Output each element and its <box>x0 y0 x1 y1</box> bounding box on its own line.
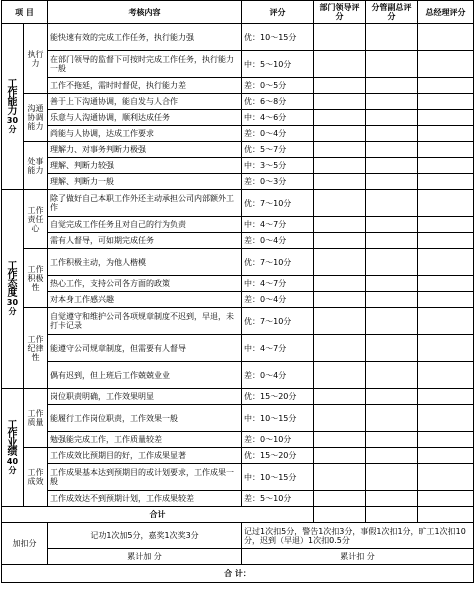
sub-handling: 处事能力 <box>24 142 48 190</box>
vice-score-cell[interactable] <box>366 51 418 78</box>
row-score: 差：0～10分 <box>242 432 314 448</box>
dept-score-cell[interactable] <box>314 491 366 507</box>
vice-score-cell[interactable] <box>366 464 418 491</box>
row-content: 工作成效比预期目的好，工作成果显著 <box>48 448 242 464</box>
dept-score-cell[interactable] <box>314 432 366 448</box>
subtotal-label: 合计 <box>2 507 314 523</box>
vice-score-cell[interactable] <box>366 94 418 110</box>
vice-score-cell[interactable] <box>366 142 418 158</box>
row-content: 需有人督导，可如期完成任务 <box>48 233 242 249</box>
row-score: 中：4～7分 <box>242 217 314 233</box>
total-label: 合 计： <box>2 565 474 583</box>
vice-score-cell[interactable] <box>366 335 418 362</box>
gm-score-cell[interactable] <box>418 292 474 308</box>
gm-score-cell[interactable] <box>418 432 474 448</box>
dept-score-cell[interactable] <box>314 405 366 432</box>
total-row <box>2 565 474 583</box>
row-content: 理解、判断力较强 <box>48 158 242 174</box>
penalty-rule: 记过1次扣5分，警告1次扣3分，事假1次扣1分，旷工1次扣10分，迟到（早退）1次扣0.5分 <box>242 523 474 549</box>
table-row <box>2 190 474 217</box>
gm-score-cell[interactable] <box>418 94 474 110</box>
row-content: 热心工作，支持公司各方面的政策 <box>48 276 242 292</box>
category-points: 30分 <box>6 298 19 316</box>
row-content: 能快速有效的完成工作任务，执行能力强 <box>48 24 242 51</box>
row-score: 差：5～10分 <box>242 491 314 507</box>
table-row <box>2 308 474 335</box>
sub-responsibility: 工作责任心 <box>24 190 48 249</box>
gm-score-cell[interactable] <box>418 491 474 507</box>
dept-score-cell[interactable] <box>314 276 366 292</box>
row-content: 偶有迟到，但上班后工作兢兢业业 <box>48 362 242 389</box>
gm-score-cell[interactable] <box>418 448 474 464</box>
table-row <box>2 491 474 507</box>
sub-quality: 工作质量 <box>24 389 48 448</box>
category-title: 工作业绩 <box>7 419 18 458</box>
gm-score-cell[interactable] <box>418 249 474 276</box>
table-row <box>2 389 474 405</box>
row-content: 工作不拖延，需时时督促，执行能力差 <box>48 78 242 94</box>
header-vice-gm: 分管副总评分 <box>366 1 418 24</box>
header-gm: 总经理评分 <box>418 1 474 24</box>
vice-score-cell[interactable] <box>366 233 418 249</box>
row-score: 优：5～7分 <box>242 142 314 158</box>
gm-score-cell[interactable] <box>418 110 474 126</box>
gm-score-cell[interactable] <box>418 405 474 432</box>
gm-score-cell[interactable] <box>418 142 474 158</box>
row-score: 优：7～10分 <box>242 308 314 335</box>
dept-score-cell[interactable] <box>314 142 366 158</box>
table-row <box>2 448 474 464</box>
gm-score-cell[interactable] <box>418 308 474 335</box>
row-score: 优：7～10分 <box>242 190 314 217</box>
gm-score-cell[interactable] <box>418 158 474 174</box>
vice-subtotal-cell[interactable] <box>366 507 418 523</box>
table-row <box>2 126 474 142</box>
bonus-label: 加扣分 <box>2 523 48 565</box>
gm-score-cell[interactable] <box>418 78 474 94</box>
vice-score-cell[interactable] <box>366 24 418 51</box>
table-row <box>2 432 474 448</box>
row-score: 优：10～15分 <box>242 24 314 51</box>
gm-score-cell[interactable] <box>418 24 474 51</box>
vice-score-cell[interactable] <box>366 78 418 94</box>
table-row <box>2 174 474 190</box>
row-score: 差：0～4分 <box>242 362 314 389</box>
sub-communication: 沟通协调能力 <box>24 94 48 142</box>
row-content: 工作成效达不到预期计划，工作成果较差 <box>48 491 242 507</box>
vice-score-cell[interactable] <box>366 448 418 464</box>
row-score: 优：6～8分 <box>242 94 314 110</box>
category-performance <box>2 389 24 507</box>
dept-score-cell[interactable] <box>314 249 366 276</box>
dept-subtotal-cell[interactable] <box>314 507 366 523</box>
gm-score-cell[interactable] <box>418 389 474 405</box>
row-content: 能履行工作岗位职责，工作效果一般 <box>48 405 242 432</box>
table-row <box>2 142 474 158</box>
vice-score-cell[interactable] <box>366 405 418 432</box>
row-content: 尚能与人协调，达成工作要求 <box>48 126 242 142</box>
row-content: 能遵守公司规章制度，但需要有人督导 <box>48 335 242 362</box>
table-row <box>2 249 474 276</box>
vice-score-cell[interactable] <box>366 432 418 448</box>
gm-score-cell[interactable] <box>418 51 474 78</box>
vice-score-cell[interactable] <box>366 217 418 233</box>
category-points: 30分 <box>6 115 19 134</box>
row-score: 差：0～3分 <box>242 174 314 190</box>
sub-initiative: 工作积极性 <box>24 249 48 308</box>
dept-score-cell[interactable] <box>314 24 366 51</box>
row-score: 差：0～4分 <box>242 126 314 142</box>
row-content: 理解、判断力一般 <box>48 174 242 190</box>
row-content: 乐意与人沟通协调，顺利达成任务 <box>48 110 242 126</box>
row-content: 在部门领导的监督下可按时完成工作任务，执行能力一般 <box>48 51 242 78</box>
row-content: 理解力、对事务判断力极强 <box>48 142 242 158</box>
category-ability <box>2 24 24 190</box>
row-content: 除了做好自己本职工作外还主动承担公司内部额外工作 <box>48 190 242 217</box>
dept-score-cell[interactable] <box>314 335 366 362</box>
row-score: 中：4～6分 <box>242 110 314 126</box>
sub-results: 工作成效 <box>24 448 48 507</box>
table-row <box>2 51 474 78</box>
dept-score-cell[interactable] <box>314 126 366 142</box>
row-score: 中：4～7分 <box>242 335 314 362</box>
vice-score-cell[interactable] <box>366 126 418 142</box>
table-row <box>2 94 474 110</box>
table-row <box>2 158 474 174</box>
category-attitude <box>2 190 24 389</box>
row-score: 中：4～7分 <box>242 276 314 292</box>
table-row <box>2 292 474 308</box>
vice-score-cell[interactable] <box>366 174 418 190</box>
gm-score-cell[interactable] <box>418 190 474 217</box>
row-score: 优：7～10分 <box>242 249 314 276</box>
dept-score-cell[interactable] <box>314 110 366 126</box>
accumulated-add[interactable]: 累计加 分 <box>48 549 242 565</box>
accumulate-row <box>2 549 474 565</box>
row-score: 差：0～5分 <box>242 78 314 94</box>
vice-score-cell[interactable] <box>366 292 418 308</box>
dept-score-cell[interactable] <box>314 190 366 217</box>
table-row <box>2 110 474 126</box>
dept-score-cell[interactable] <box>314 448 366 464</box>
subtotal-row <box>2 507 474 523</box>
table-row <box>2 217 474 233</box>
evaluation-table <box>1 0 474 583</box>
table-row <box>2 335 474 362</box>
dept-score-cell[interactable] <box>314 94 366 110</box>
row-content: 自觉遵守和维护公司各项规章制度不迟到，早退，未打卡记录 <box>48 308 242 335</box>
gm-score-cell[interactable] <box>418 233 474 249</box>
header-score: 评分 <box>242 1 314 24</box>
dept-score-cell[interactable] <box>314 389 366 405</box>
header-project: 项 目 <box>2 1 48 24</box>
reward-rule: 记功1次加5分，嘉奖1次奖3分 <box>48 523 242 549</box>
table-row <box>2 276 474 292</box>
table-row <box>2 405 474 432</box>
gm-score-cell[interactable] <box>418 335 474 362</box>
row-score: 中：5～10分 <box>242 51 314 78</box>
dept-score-cell[interactable] <box>314 51 366 78</box>
vice-score-cell[interactable] <box>366 190 418 217</box>
dept-score-cell[interactable] <box>314 464 366 491</box>
header-dept-leader: 部门领导评分 <box>314 1 366 24</box>
bonus-row <box>2 523 474 549</box>
category-title: 工作态度 <box>7 261 18 299</box>
dept-score-cell[interactable] <box>314 174 366 190</box>
dept-score-cell[interactable] <box>314 78 366 94</box>
row-score: 优：15～20分 <box>242 448 314 464</box>
category-title: 工作能力 <box>7 78 18 117</box>
category-points: 40分 <box>6 456 19 475</box>
vice-score-cell[interactable] <box>366 491 418 507</box>
vice-score-cell[interactable] <box>366 276 418 292</box>
gm-score-cell[interactable] <box>418 126 474 142</box>
table-row <box>2 464 474 491</box>
gm-score-cell[interactable] <box>418 217 474 233</box>
gm-score-cell[interactable] <box>418 276 474 292</box>
row-content: 工作积极主动，为他人楷模 <box>48 249 242 276</box>
table-row <box>2 233 474 249</box>
vice-score-cell[interactable] <box>366 389 418 405</box>
header-row <box>2 1 474 24</box>
vice-score-cell[interactable] <box>366 110 418 126</box>
dept-score-cell[interactable] <box>314 292 366 308</box>
row-content: 对本身工作感兴趣 <box>48 292 242 308</box>
row-score: 中：10～15分 <box>242 405 314 432</box>
table-row <box>2 24 474 51</box>
table-row <box>2 362 474 389</box>
row-content: 自觉完成工作任务且对自己的行为负责 <box>48 217 242 233</box>
table-row <box>2 78 474 94</box>
sub-discipline: 工作纪律性 <box>24 308 48 389</box>
dept-score-cell[interactable] <box>314 158 366 174</box>
gm-score-cell[interactable] <box>418 362 474 389</box>
gm-score-cell[interactable] <box>418 174 474 190</box>
row-score: 差：0～4分 <box>242 292 314 308</box>
header-content: 考核内容 <box>48 1 242 24</box>
row-content: 岗位职责明确，工作效果明显 <box>48 389 242 405</box>
row-score: 优：15～20分 <box>242 389 314 405</box>
vice-score-cell[interactable] <box>366 362 418 389</box>
row-score: 中：10～15分 <box>242 464 314 491</box>
accumulated-deduct[interactable]: 累计扣 分 <box>242 549 474 565</box>
vice-score-cell[interactable] <box>366 249 418 276</box>
vice-score-cell[interactable] <box>366 308 418 335</box>
dept-score-cell[interactable] <box>314 308 366 335</box>
vice-score-cell[interactable] <box>366 158 418 174</box>
gm-score-cell[interactable] <box>418 464 474 491</box>
sub-execution: 执行力 <box>24 24 48 94</box>
row-score: 差：0～4分 <box>242 233 314 249</box>
gm-subtotal-cell[interactable] <box>418 507 474 523</box>
dept-score-cell[interactable] <box>314 233 366 249</box>
dept-score-cell[interactable] <box>314 217 366 233</box>
row-content: 工作成果基本达到预期目的或计划要求，工作成果一般 <box>48 464 242 491</box>
row-content: 善于上下沟通协调，能自发与人合作 <box>48 94 242 110</box>
dept-score-cell[interactable] <box>314 362 366 389</box>
row-content: 勉强能完成工作，工作质量较差 <box>48 432 242 448</box>
row-score: 中：3～5分 <box>242 158 314 174</box>
